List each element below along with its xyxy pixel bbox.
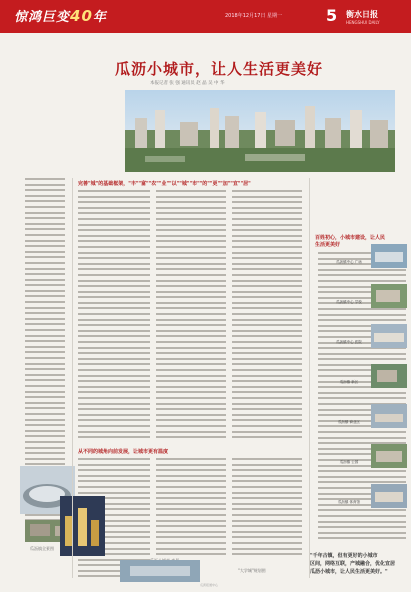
thumbnail-6 — [371, 444, 407, 468]
thumbnail-2 — [371, 284, 407, 308]
middle-column-2-text — [156, 190, 226, 440]
thumbnail-label-1: 瓜沥镇中心 广场 — [336, 260, 362, 264]
page-number: 5 — [326, 6, 338, 25]
lower-column-3-text — [232, 458, 302, 558]
thumbnail-3 — [371, 324, 407, 348]
thumbnail-label-2: 瓜沥镇中心 学校 — [336, 300, 362, 304]
column-divider — [72, 178, 73, 578]
lower-column-2-text — [156, 458, 226, 558]
thumbnail-1 — [371, 244, 407, 268]
newspaper-subname: HENGSHUI DAILY — [346, 20, 380, 25]
section-subhead-2: 从不同的城角向前发展，让城市更有温度 — [78, 449, 169, 455]
university-plan-photo — [120, 560, 200, 582]
page-header-bar — [0, 0, 411, 33]
thumbnail-5 — [371, 404, 407, 428]
middle-column-3-text — [232, 190, 302, 440]
section-brand: 惊鸿巨变40年 — [14, 7, 107, 25]
photo-caption-1: 瓜沥镇全景图 — [30, 546, 54, 551]
newspaper-name: 衡水日报 — [346, 10, 378, 19]
column-divider — [309, 178, 310, 578]
closing-quote: "千年古镇，但有更好的小城市 区间，网络互联，产城融合，优化宜居 瓜沥小城市，让人民生活更美好。" — [310, 553, 396, 575]
thumbnail-4 — [371, 364, 407, 388]
middle-column-1-text — [78, 190, 150, 440]
article-headline: 瓜沥小城市，让人生活更美好 — [115, 60, 324, 78]
city-skyline-photo — [125, 90, 395, 172]
article-byline: 本报记者 张 强 通讯员 赵 晶 吴 中 华 — [150, 81, 225, 86]
thumbnail-label-4: 瓜沥镇 新区 — [339, 380, 359, 384]
thumbnail-7 — [371, 484, 407, 508]
page-footnote: 瓜沥报道中心 — [200, 583, 219, 587]
thumbnail-label-3: 瓜沥镇中心 医院 — [336, 340, 362, 344]
thumbnail-label-7: 瓜沥镇 体育馆 — [337, 500, 361, 504]
thumbnail-label-5: 瓜沥镇 商业区 — [337, 420, 361, 424]
thumbnail-label-6: 瓜沥镇 公园 — [339, 460, 359, 464]
night-view-photo — [60, 496, 105, 556]
section-subhead-3: 百姓初心，小城市建设，让人民生活更美好 — [315, 235, 386, 248]
section-subhead-1: 完善"城"的基础框架，"丰""富""农""业""以""城""市""的""更""加""宜""居" — [78, 181, 251, 187]
photo-caption-3: "大学城"规划图 — [238, 568, 266, 573]
issue-date: 2018年12月17日 星期一 — [225, 13, 283, 19]
